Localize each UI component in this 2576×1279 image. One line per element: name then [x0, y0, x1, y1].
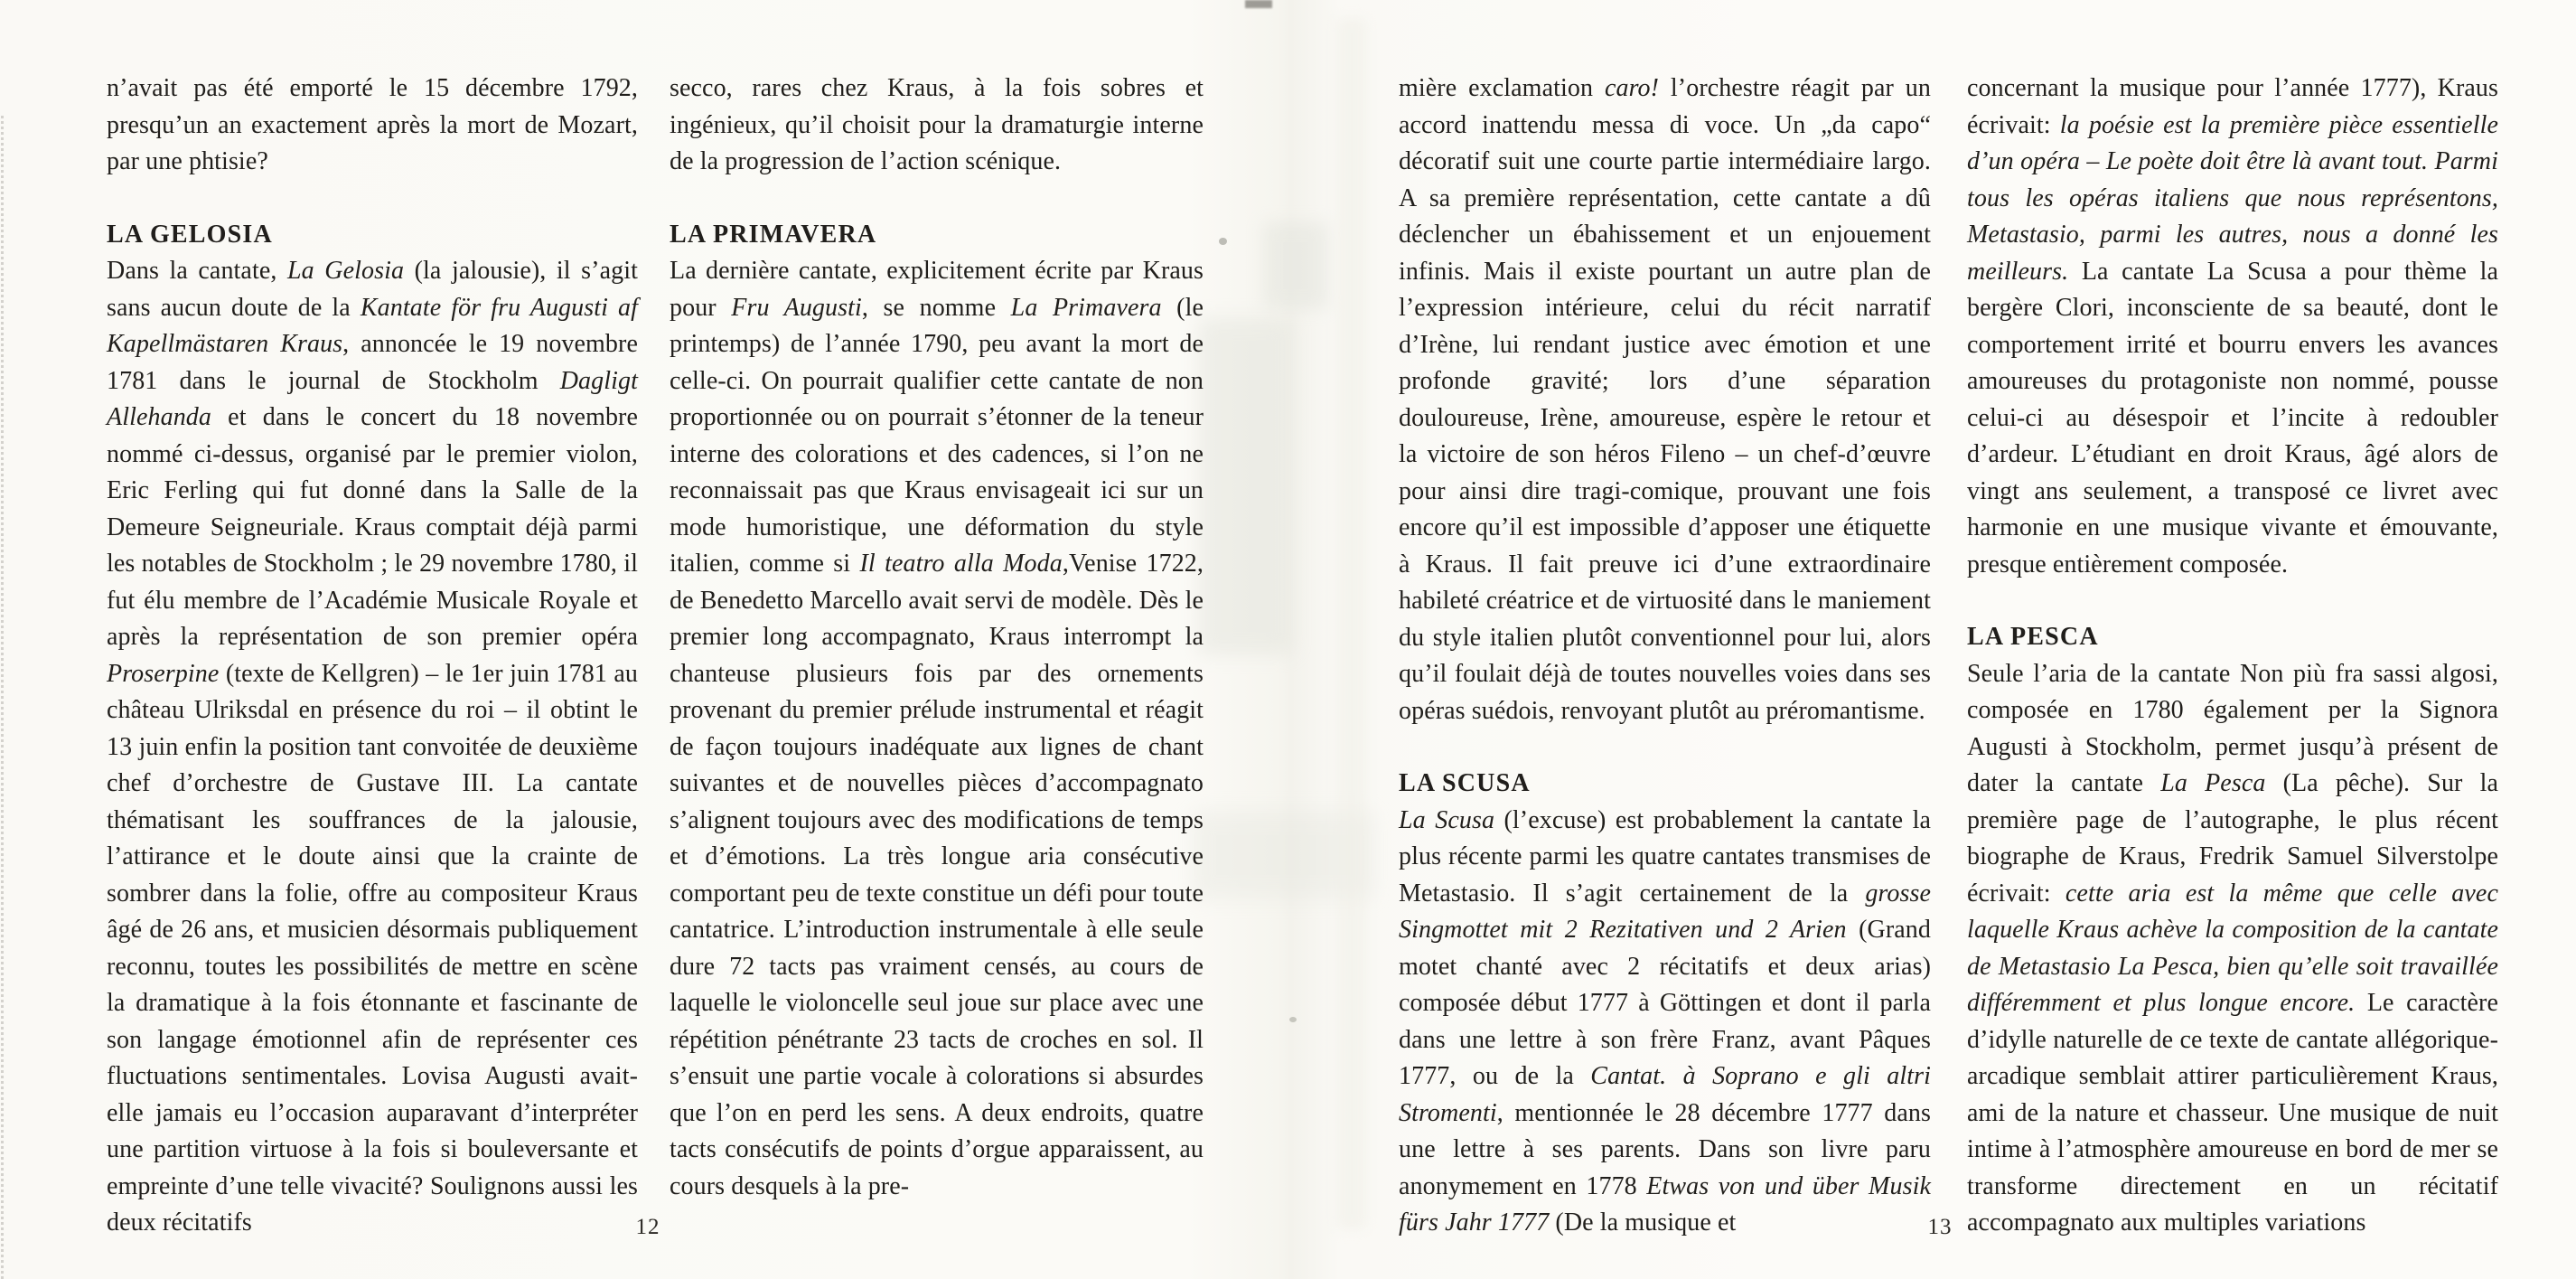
italic-run: La Gelosia: [286, 257, 405, 285]
text-run: (l’excuse) est probablement la cantate la plus récente parmi les quatre cantates transmises de Metastasio. Il s’agit certainement de la: [1399, 805, 1931, 908]
text-run: (la jalousie), il s’agit sans aucun doute de la: [107, 257, 638, 322]
paragraph: [1399, 71, 1931, 729]
text-run: (texte de Kellgren) – le 1er juin 1781 au château Ulriksdal en présence du roi – il obtint le 13 juin enfin la position tant convoitée de deuxième chef d’orchestre de Gustave III. La cantate thématisant les souffrances de la jalousie, l’attirance et le doute ainsi que la crainte de sombrer dans la folie, offre au compositeur Kraus âgé de 26 ans, et musicien désormais publiquement reconnu, toutes les possibilités de mettre en scène la dramatique à la fois étonnante et fascinante de son langage émotionnel afin de représenter ces fluctuations sentimentales. Lovisa Augusti avait-elle jamais eu l’occasion auparavant d’interpréter une partition virtuose à la fois si bouleversante et empreinte d’une telle vivacité? Soulignons aussi les deux récitatifs: [107, 659, 638, 1237]
text-run: n’avait pas été emporté le 15 décembre 1792, presqu’un an exactement après la mort de Mozart, par une phtisie?: [107, 74, 638, 175]
text-run: , se nomme: [861, 293, 1011, 322]
text-run: mière exclamation: [1399, 74, 1605, 102]
paragraph: [107, 71, 638, 181]
italic-run: Etwas von und über Musik fürs Jahr 1777: [1399, 1171, 1931, 1237]
text-run: l’orchestre réagit par un accord inattendu messa di voce. Un „da capo“ décoratif suit une courte partie intermédiaire largo. A sa première représentation, cette cantate a dû déclencher un ébahissement et un enjouement infinis. Mais il existe pourtant un autre plan de l’expression intérieure, celui du récit narratif d’Irène, lui rendant justice avec émotion et une profonde gravité; lors d’une séparation douloureuse, Irène, amoureuse, espère le retour et la victoire de son héros Fileno – un chef-d’œuvre pour ainsi dire tragi-comique, prouvant une fois encore qu’il est impossible d’apposer une étiquette à Kraus. Il fait preuve ici d’une extraordinaire habileté créatrice et de virtuosité dans le maniement du style italien plutôt conventionnel pour lui, alors qu’il foulait déjà de toutes nouvelles voies dans ses opéras suédois, renvoyant plutôt au préromantisme.: [1399, 74, 1931, 725]
scan-speck: [1219, 238, 1227, 245]
text-run: La cantate La Scusa a pour thème la bergère Clori, inconsciente de sa beauté, dont le comportement irrité et bourru envers les avances amoureuses du protagoniste non nommé, pousse celui-ci au désespoir et l’incite à redoubler d’ardeur. L’étudiant en droit Kraus, âgé alors de vingt ans seulement, a transposé ce livret avec harmonie en une musique vivante et émouvante, presque entièrement composée.: [1967, 257, 2498, 578]
text-run: (Grand motet chanté avec 2 récitatifs et deux arias) composée début 1777 à Göttingen et dont il parla dans une lettre à son frère Franz, avant Pâques 1777, ou de la: [1399, 916, 1931, 1090]
text-run: (De la musique et: [1549, 1208, 1737, 1237]
section-heading: LA PRIMAVERA: [670, 220, 877, 249]
italic-run: Dagligt Allehanda: [107, 366, 638, 431]
scan-smudge: [1198, 318, 1292, 654]
text-run: (le printemps) de l’année 1790, peu avant la mort de celle-ci. On pourrait qualifier cette cantate de non proportionnée ou on pourrait s’étonner de la teneur interne des colorations et des cadences, si l’on ne reconnaissait pas que Kraus envisageait ici sur un mode humoristique, une déformation du style italien, comme si: [670, 293, 1204, 578]
text-run: , mentionnée le 28 décembre 1777 dans une lettre à ses parents. Dans son livre paru anonymement en 1778: [1399, 1098, 1931, 1200]
italic-run: Il teatro alla Moda: [859, 550, 1063, 578]
italic-run: Proserpine: [107, 659, 220, 688]
paragraph: [1967, 656, 2498, 1242]
italic-run: grosse Singmottet mit 2 Rezitativen und 2 Arien: [1399, 879, 1931, 944]
paragraph: [670, 253, 1204, 1205]
text-run: Le caractère d’idylle naturelle de ce texte de cantate allégorique-arcadique semblait attirer particulièrement Kraus, ami de la nature et chasseur. Une musique de nuit intime à l’atmosphère amoureuse en bord de mer se transforme directement en un récitatif accompagnato aux multiples variations: [1967, 989, 2499, 1237]
text-run: et dans le concert du 18 novembre nommé ci-dessus, organisé par le premier violon, Eric Ferling qui fut donné dans la Salle de la Demeure Seigneuriale. Kraus comptait déjà parmi les notables de Stockholm ; le 29 novembre 1780, il fut élu membre de l’Académie Musicale Royale et après la représentation de son premier opéra: [107, 403, 638, 651]
italic-run: La Scusa: [1399, 805, 1495, 834]
text-column-right-1: [1399, 71, 1931, 1278]
scan-speck: [1245, 0, 1272, 8]
text-run: (La pêche). Sur la première page de l’autographe, le plus récent biographe de Kraus, Fredrik Samuel Silverstolpe écrivait:: [1967, 769, 2498, 908]
text-run: secco, rares chez Kraus, à la fois sobres et ingénieux, qu’il choisit pour la dramaturgie interne de la progression de l’action scénique.: [670, 74, 1204, 175]
text-run: Dans la cantate,: [107, 257, 287, 285]
page-edge-artifact: [1, 116, 4, 1279]
italic-run: caro!: [1604, 74, 1660, 102]
text-column-right-2: [1967, 71, 2498, 1278]
italic-run: Fru Augusti: [731, 293, 862, 322]
text-run: Seule l’aria de la cantate Non più fra sassi algosi, composée en 1780 également per la Signora Augusti à Stockholm, permet jusqu’à présent de dater la cantate: [1967, 659, 2498, 797]
page-number-left: 12: [635, 1215, 660, 1239]
section-heading: LA PESCA: [1967, 623, 2099, 651]
paragraph: [1399, 803, 1931, 1242]
gutter-streak: [1336, 18, 1367, 1229]
italic-run: Kantate för fru Augusti af Kapellmästaren Kraus: [107, 293, 639, 358]
scan-smudge: [1263, 222, 1328, 309]
paragraph: [107, 253, 638, 1242]
italic-run: La Primavera: [1010, 293, 1162, 322]
text-column-left-1: [107, 71, 638, 1278]
scan-speck: [1289, 1017, 1297, 1022]
paragraph: [670, 71, 1204, 181]
text-run: , annoncée le 19 novembre 1781 dans le journal de Stockholm: [107, 330, 638, 395]
text-run: ,Venise 1722, de Benedetto Marcello avait servi de modèle. Dès le premier long accompagnato, Kraus interrompt la chanteuse plusieurs fois par des ornements provenant du premier prélude instrumental et réagit de façon toujours inadéquate aux lignes de chant suivantes et de nouvelles pièces d’accompagnato s’alignent toujours avec des modifications de temps et d’émotions. La très longue aria consécutive comportant peu de texte constitue un défi pour toute cantatrice. L’introduction instrumentale à elle seule dure 72 tacts pas vraiment censés, au cours de laquelle le violoncelle seul joue sur place avec une répétition pénétrante 23 tacts de croches en sol. Il s’ensuit une partie vocale à colorations si absurdes que l’on en perd les sens. A deux endroits, quatre tacts consécutifs de points d’orgue apparaissent, au cours desquels à la pre-: [670, 550, 1204, 1200]
italic-run: Cantat. à Soprano e gli altri Stromenti: [1399, 1062, 1931, 1127]
scan-smudge: [1193, 812, 1373, 898]
italic-run: la poésie est la première pièce essentielle d’un opéra – Le poète doit être là avant tout. Parmi tous les opéras italiens que nous représentons, Metastasio, parmi les autres, nous a donné les meilleurs.: [1967, 110, 2498, 286]
paragraph: [1967, 71, 2498, 583]
italic-run: cette aria est la même que celle avec laquelle Kraus achève la composition de la cantate de Metastasio La Pesca, bien qu’elle soit travaillée différemment et plus longue encore.: [1967, 879, 2498, 1017]
text-column-left-2: [670, 71, 1204, 1241]
italic-run: La Pesca: [2160, 769, 2266, 797]
section-heading: LA GELOSIA: [107, 220, 273, 249]
text-run: La dernière cantate, explicitement écrite par Kraus pour: [670, 257, 1204, 322]
text-run: concernant la musique pour l’année 1777), Kraus écrivait:: [1967, 74, 2498, 139]
section-heading: LA SCUSA: [1399, 769, 1531, 797]
page-number-right: 13: [1927, 1215, 1953, 1239]
